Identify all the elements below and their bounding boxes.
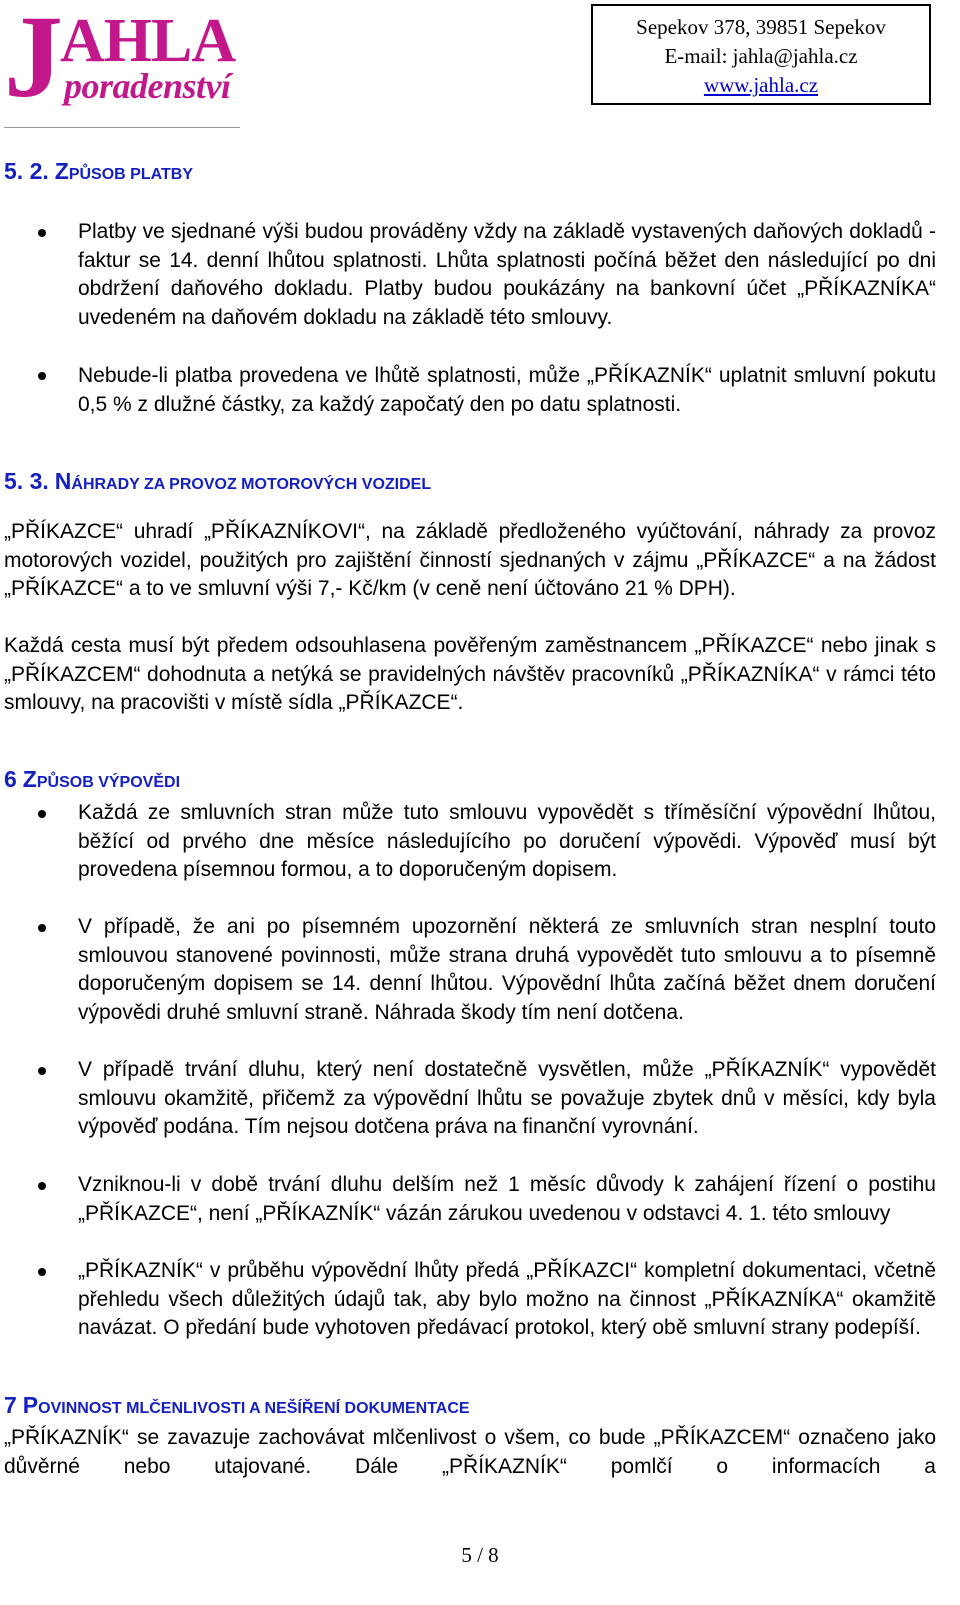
- section-heading-7: 7 POVINNOST MLČENLIVOSTI A NEŠÍŘENÍ DOKUMENTACE: [4, 1392, 470, 1418]
- list-item: Nebude-li platba provedena ve lhůtě splatnosti, může „PŘÍKAZNÍK“ uplatnit smluvní pokutu 0,5 % z dlužné částky, za každý započatý den po datu splatnosti.: [78, 364, 936, 416]
- bullet-icon: [38, 1067, 46, 1075]
- page-number: 5 / 8: [461, 1543, 499, 1567]
- paragraph: „PŘÍKAZCE“ uhradí „PŘÍKAZNÍKOVI“, na základě předloženého vyúčtování, náhrady za provoz motorových vozidel, použitých pro zajištění činností sjednaných v zájmu „PŘÍKAZCE“ a na žádost „PŘÍKAZCE“ a to ve smluvní výši 7,- Kč/km (v ceně není účtováno 21 % DPH).: [4, 520, 936, 600]
- section-heading-5-3: 5. 3. NÁHRADY ZA PROVOZ MOTOROVÝCH VOZIDEL: [4, 468, 432, 494]
- list-item: „PŘÍKAZNÍK“ v průběhu výpovědní lhůty předá „PŘÍKAZCI“ kompletní dokumentaci, včetně přehledu všech důležitých údajů tak, aby bylo možno na činnost „PŘÍKAZNÍKA“ okamžitě navázat. O předání bude vyhotoven předávací protokol, který obě smluvní strany podepíší.: [78, 1259, 936, 1339]
- section-heading-6: 6 ZPŮSOB VÝPOVĚDI: [4, 766, 181, 792]
- list-item: V případě, že ani po písemném upozornění některá ze smluvních stran nesplní touto smlouvou stanovené povinnosti, může strana druhá vypovědět tuto smlouvu a to písemně doporučeným dopisem se 14. denní lhůtou. Výpovědní lhůta začíná běžet dnem doručení výpovědi druhé smluvní straně. Náhrada škody tím není dotčena.: [78, 915, 936, 1024]
- company-logo: J AHLA poradenství: [4, 6, 240, 124]
- bullet-icon: [38, 924, 46, 932]
- address-line: Sepekov 378, 39851 Sepekov: [636, 15, 886, 39]
- bullet-icon: [38, 1182, 46, 1190]
- list-item: Každá ze smluvních stran může tuto smlouvu vypovědět s tříměsíční výpovědní lhůtou, běžící od prvého dne měsíce následujícího po doručení výpovědi. Výpověď musí být provedena písemnou formou, a to doporučeným dopisem.: [78, 801, 936, 881]
- bullet-icon: [38, 810, 46, 818]
- list-item: Vzniknou-li v době trvání dluhu delším než 1 měsíc důvody k zahájení řízení o postihu „PŘÍKAZCE“, není „PŘÍKAZNÍK“ vázán zárukou uvedenou v odstavci 4. 1. této smlouvy: [78, 1173, 936, 1225]
- paragraph: „PŘÍKAZNÍK“ se zavazuje zachovávat mlčenlivost o všem, co bude „PŘÍKAZCEM“ označeno jako důvěrné nebo utajované. Dále „PŘÍKAZNÍK“ pomlčí o informacích a: [4, 1426, 936, 1478]
- section-heading-5-2: 5. 2. ZPŮSOB PLATBY: [4, 158, 193, 184]
- list-item: Platby ve sjednané výši budou prováděny vždy na základě vystavených daňových dokladů - faktur se 14. denní lhůtou splatnosti. Lhůta splatnosti počíná běžet den následující po dni obdržení daňového dokladu. Platby budou poukázány na bankovní účet „PŘÍKAZNÍKA“ uvedeném na daňovém dokladu na základě této smlouvy.: [78, 220, 936, 329]
- bullet-icon: [38, 372, 46, 380]
- website-link[interactable]: www.jahla.cz: [703, 73, 819, 97]
- email-line: E-mail: jahla@jahla.cz: [664, 44, 858, 68]
- list-item: V případě trvání dluhu, který není dostatečně vysvětlen, může „PŘÍKAZNÍK“ vypovědět smlouvu okamžitě, přičemž za výpovědní lhůtu se považuje zbytek dnů v měsíci, kdy byla výpověď podána. Tím nejsou dotčena práva na finanční vyrovnání.: [78, 1058, 936, 1138]
- bullet-icon: [38, 229, 46, 237]
- bullet-icon: [38, 1268, 46, 1276]
- contact-box: [591, 4, 931, 105]
- paragraph: Každá cesta musí být předem odsouhlasena pověřeným zaměstnancem „PŘÍKAZCE“ nebo jinak s „PŘÍKAZCEM“ dohodnuta a netýká se pravidelných návštěv pracovníků „PŘÍKAZNÍKA“ v rámci této smlouvy, na pracovišti v místě sídla „PŘÍKAZCE“.: [4, 634, 936, 714]
